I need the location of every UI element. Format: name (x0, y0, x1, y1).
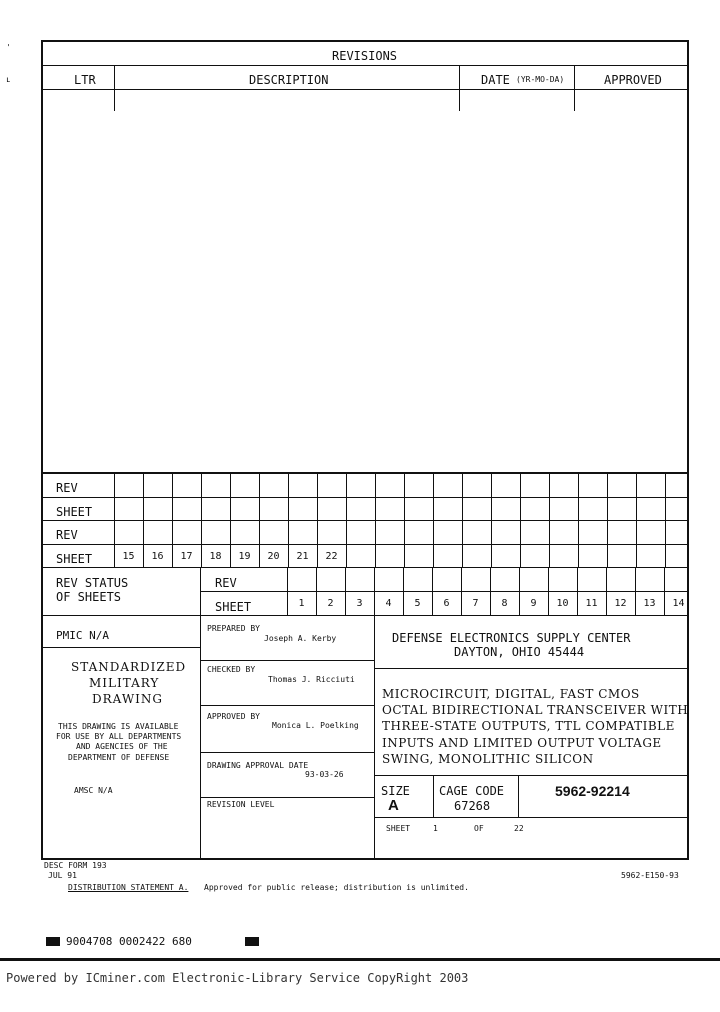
form-number: DESC FORM 193 (44, 861, 107, 870)
date-format: (YR-MO-DA) (516, 75, 565, 84)
distribution-label: DISTRIBUTION STATEMENT A. (68, 883, 189, 892)
revision-level-label: REVISION LEVEL (207, 800, 275, 809)
checked-by-label: CHECKED BY (207, 665, 256, 674)
rev-row-label: REV (215, 576, 237, 590)
approved-by-name: Monica L. Poelking (272, 721, 359, 730)
sheet-number: 6 (443, 598, 450, 609)
sheet-row-label: SHEET (56, 552, 93, 566)
grid-line (375, 472, 376, 567)
drawing-label: DRAWING (92, 692, 163, 706)
grid-line (346, 472, 347, 567)
prepared-by-label: PREPARED BY (207, 624, 260, 633)
availability-line: AND AGENCIES OF THE (76, 742, 168, 751)
sheet-row-label: SHEET (56, 505, 93, 519)
sheet-number: 9 (530, 598, 537, 609)
grid-line (578, 472, 579, 567)
sheet-number: 8 (501, 598, 508, 609)
sheet-number: 2 (327, 598, 334, 609)
form-code: 5962-E150-93 (621, 871, 679, 880)
size-value: A (388, 797, 399, 814)
approval-date-label: DRAWING APPROVAL DATE (207, 761, 309, 770)
size-label: SIZE (381, 784, 410, 798)
drawing-title-line: MICROCIRCUIT, DIGITAL, FAST CMOS (382, 687, 640, 701)
sheet-number: 3 (356, 598, 363, 609)
agency-name: DEFENSE ELECTRONICS SUPPLY CENTER (392, 631, 631, 645)
margin-mark: ʟ (6, 75, 11, 84)
sheet-number: 11 (585, 598, 598, 609)
approved-header: APPROVED (604, 73, 662, 87)
grid-line (462, 472, 463, 567)
of-sheets-label: OF SHEETS (56, 590, 122, 604)
sheet-label: SHEET (386, 824, 411, 833)
description-header: DESCRIPTION (249, 73, 329, 87)
drawing-number: 5962-92214 (555, 783, 630, 799)
barcode-block-icon (46, 937, 60, 946)
sheet-number: 15 (122, 551, 135, 562)
of-value: 22 (514, 824, 524, 833)
availability-line: DEPARTMENT OF DEFENSE (68, 753, 170, 762)
rev-row-label: REV (56, 528, 78, 542)
grid-line (607, 472, 608, 567)
sheet-value: 1 (433, 824, 438, 833)
grid-line (404, 472, 405, 567)
grid-line (520, 472, 521, 567)
drawing-title-line: INPUTS AND LIMITED OUTPUT VOLTAGE (382, 736, 662, 750)
of-label: OF (474, 824, 484, 833)
barcode-block-icon (245, 937, 259, 946)
grid-line (636, 472, 637, 567)
grid-line (433, 472, 434, 567)
drawing-title-line: THREE-STATE OUTPUTS, TTL COMPATIBLE (382, 719, 675, 733)
sheet-number: 5 (414, 598, 421, 609)
sheet-number: 18 (209, 551, 222, 562)
agency-city: DAYTON, OHIO 45444 (454, 645, 585, 659)
sheet-number: 12 (614, 598, 627, 609)
revisions-title: REVISIONS (332, 49, 398, 63)
approval-date: 93-03-26 (305, 770, 344, 779)
rev-row-label: REV (56, 481, 78, 495)
cage-code-value: 67268 (454, 799, 491, 813)
approved-by-label: APPROVED BY (207, 712, 260, 721)
availability-line: FOR USE BY ALL DEPARTMENTS (56, 732, 182, 741)
margin-mark: ' (6, 43, 11, 52)
military-label: MILITARY (89, 676, 160, 690)
sheet-number: 19 (238, 551, 251, 562)
amsc-label: AMSC N/A (74, 786, 113, 795)
sheet-number: 7 (472, 598, 479, 609)
grid-line (491, 472, 492, 567)
form-date: JUL 91 (48, 871, 77, 880)
pmic-label: PMIC N/A (56, 629, 109, 642)
grid-line (665, 472, 666, 567)
date-header: DATE (481, 73, 510, 87)
sheet-row-label: SHEET (215, 600, 252, 614)
drawing-title-line: OCTAL BIDIRECTIONAL TRANSCEIVER WITH (382, 703, 689, 717)
prepared-by-name: Joseph A. Kerby (264, 634, 337, 643)
sheet-number: 22 (325, 551, 338, 562)
availability-line: THIS DRAWING IS AVAILABLE (58, 722, 179, 731)
grid-line (549, 472, 550, 567)
ltr-header: LTR (74, 73, 96, 87)
sheet-number: 16 (151, 551, 164, 562)
distribution-text: Approved for public release; distribution is unlimited. (204, 883, 469, 892)
drawing-title-line: SWING, MONOLITHIC SILICON (382, 752, 594, 766)
sheet-number: 17 (180, 551, 193, 562)
sheet-number: 10 (556, 598, 569, 609)
rev-status-label: REV STATUS (56, 576, 129, 590)
sheet-number: 20 (267, 551, 280, 562)
standardized-label: STANDARDIZED (71, 660, 187, 674)
sheet-number: 14 (672, 598, 685, 609)
powered-by-text: Powered by ICminer.com Electronic-Library Service CopyRight 2003 (6, 971, 469, 985)
sheet-number: 21 (296, 551, 309, 562)
barcode-text: 9004708 0002422 680 (66, 935, 192, 948)
sheet-number: 4 (385, 598, 392, 609)
sheet-number: 13 (643, 598, 656, 609)
checked-by-name: Thomas J. Ricciuti (268, 675, 355, 684)
sheet-number: 1 (298, 598, 305, 609)
cage-code-label: CAGE CODE (439, 784, 505, 798)
